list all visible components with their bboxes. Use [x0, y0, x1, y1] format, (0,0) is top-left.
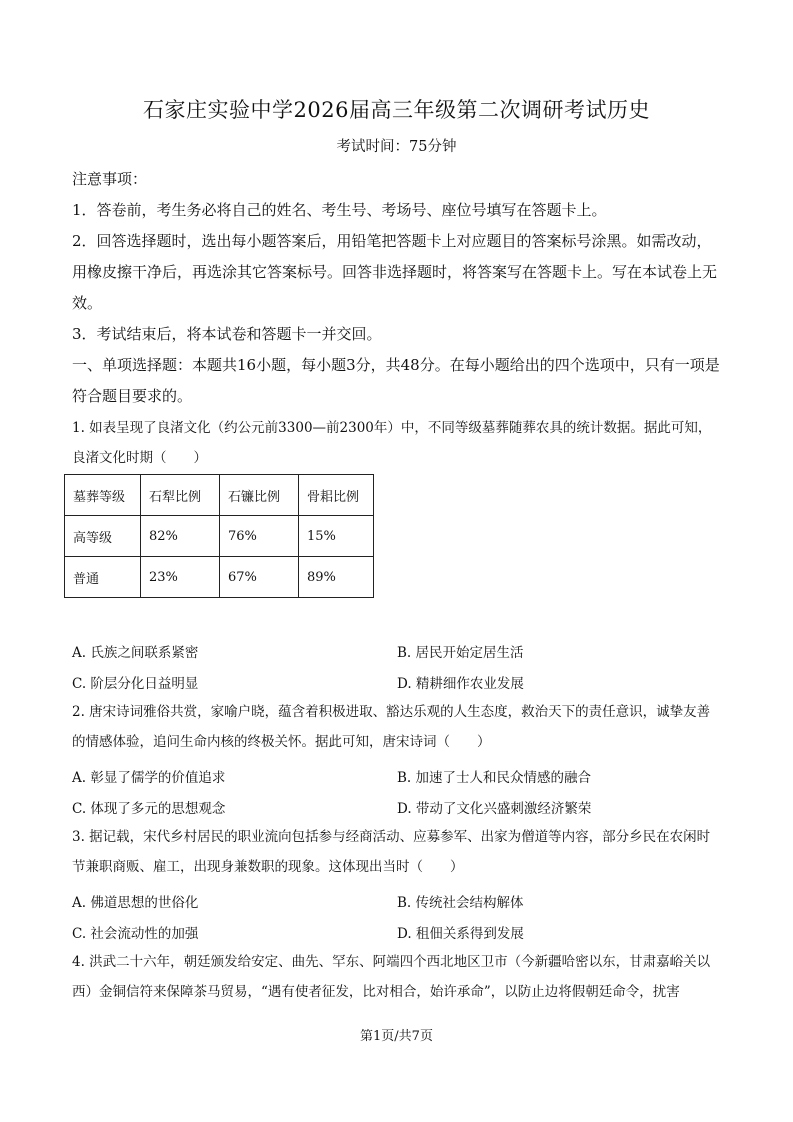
note-item: 1．答卷前，考生务必将自己的姓名、考生号、考场号、座位号填写在答题卡上。	[72, 201, 607, 219]
notes-heading: 注意事项：	[72, 170, 148, 188]
note-item: 3．考试结束后，将本试卷和答题卡一并交回。	[72, 325, 382, 343]
option-d: D. 带动了文化兴盛刺激经济繁荣	[397, 801, 592, 817]
exam-time: 考试时间：75分钟	[336, 139, 457, 155]
section-heading: 一、单项选择题：本题共16小题，每小题3分，共48分。在每小题给出的四个选项中，只有一项是符合题目要求的。	[72, 356, 720, 405]
table-row	[65, 557, 374, 598]
option-c: C. 体现了多元的思想观念	[72, 801, 226, 817]
option-b: B. 加速了士人和民众情感的融合	[397, 770, 592, 786]
table-cell: 89%	[299, 557, 374, 598]
option-c: C. 阶层分化日益明显	[72, 676, 199, 692]
table-header-cell: 骨耜比例	[299, 475, 374, 516]
table-header-cell: 石犁比例	[141, 475, 220, 516]
question-stem: 4. 洪武二十六年，朝廷颁发给安定、曲先、罕东、阿端四个西北地区卫市（今新疆哈密以东，甘肃嘉峪关以西）金铜信符来保障茶马贸易，“遇有使者征发，比对相合，始许承命”，以防止边将假朝廷命令，扰害	[72, 954, 711, 1000]
note-item: 2．回答选择题时，选出每小题答案后，用铅笔把答题卡上对应题目的答案标号涂黑。如需改动，用橡皮擦干净后，再选涂其它答案标号。回答非选择题时，将答案写在答题卡上。写在本试卷上无效。	[72, 232, 718, 312]
question-stem: 1. 如表呈现了良渚文化（约公元前3300—前2300年）中，不同等级墓葬随葬农具的统计数据。据此可知，良渚文化时期（ ）	[72, 420, 712, 466]
option-b: B. 传统社会结构解体	[397, 895, 524, 911]
table-cell: 23%	[141, 557, 220, 598]
option-b: B. 居民开始定居生活	[397, 645, 524, 661]
table-row	[65, 516, 374, 557]
question-stem: 3. 据记载，宋代乡村居民的职业流向包括参与经商活动、应募参军、出家为僧道等内容，部分乡民在农闲时节兼职商贩、雇工，出现身兼数职的现象。这体现出当时（ ）	[72, 829, 711, 875]
option-a: A. 彰显了儒学的价值追求	[72, 770, 226, 786]
table-cell: 67%	[220, 557, 299, 598]
table-cell: 15%	[299, 516, 374, 557]
option-d: D. 精耕细作农业发展	[397, 676, 524, 692]
option-d: D. 租佃关系得到发展	[397, 926, 524, 942]
option-a: A. 佛道思想的世俗化	[72, 895, 199, 911]
table-cell: 高等级	[65, 516, 141, 557]
table-header-cell: 石镰比例	[220, 475, 299, 516]
table-header-cell: 墓葬等级	[65, 475, 141, 516]
table-cell: 76%	[220, 516, 299, 557]
option-c: C. 社会流动性的加强	[72, 926, 199, 942]
table-cell: 82%	[141, 516, 220, 557]
page-number: 第1页/共7页	[360, 1029, 433, 1044]
table-cell: 普通	[65, 557, 141, 598]
burial-tools-table	[64, 474, 374, 598]
question-stem: 2. 唐宋诗词雅俗共赏，家喻户晓，蕴含着积极进取、豁达乐观的人生态度，救治天下的责任意识，诚挚友善的情感体验，追问生命内核的终极关怀。据此可知，唐宋诗词（ ）	[72, 704, 711, 750]
option-a: A. 氏族之间联系紧密	[72, 645, 199, 661]
table-header-row	[65, 475, 374, 516]
exam-title: 石家庄实验中学2026届高三年级第二次调研考试历史	[143, 98, 650, 122]
